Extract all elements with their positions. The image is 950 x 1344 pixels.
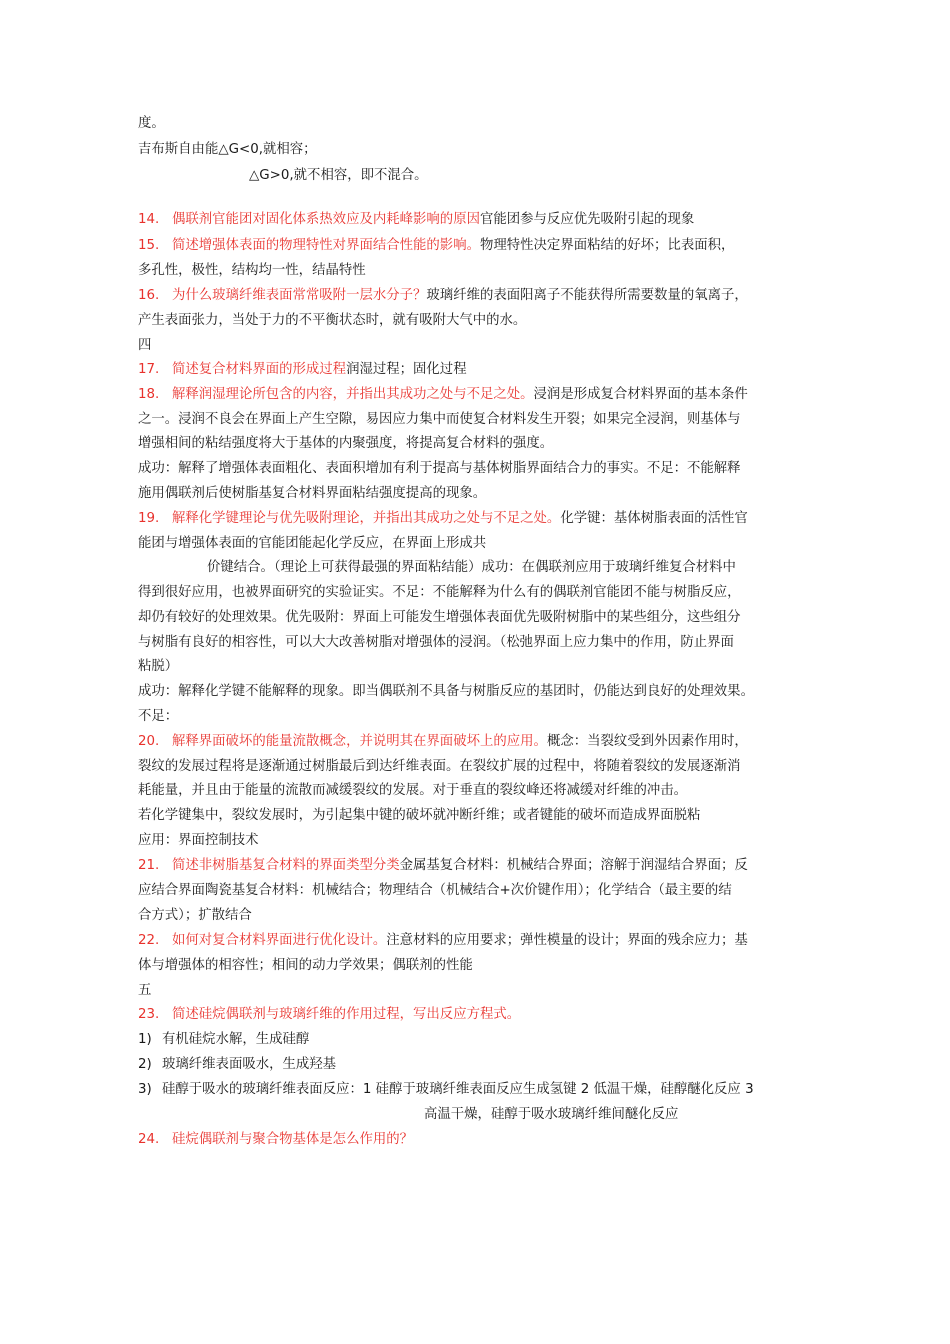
question-number: 21. (138, 858, 160, 873)
text-line: 与树脂有良好的相容性，可以大大改善树脂对增强体的浸润。（松弛界面上应力集中的作用，防止界面 (138, 635, 734, 650)
text-line: 多孔性，极性，结构均一性，结晶特性 (138, 263, 366, 278)
text-line: 施用偶联剂后使树脂基复合材料界面粘结强度提高的现象。 (138, 486, 487, 501)
question-text: 解释润湿理论所包含的内容，并指出其成功之处与不足之处。 (172, 387, 534, 402)
question-text: 硅烷偶联剂与聚合物基体是怎么作用的？ (172, 1132, 414, 1147)
text-line: 吉布斯自由能△G<0,就相容； (138, 142, 317, 157)
question-number: 14. (138, 212, 160, 227)
question-text: 解释化学键理论与优先吸附理论，并指出其成功之处与不足之处。 (172, 511, 561, 526)
text-line: 成功：解释了增强体表面粗化、表面积增加有利于提高与基体树脂界面结合力的事实。不足：不能解释 (138, 461, 741, 476)
question-number: 16. (138, 288, 160, 303)
list-number: 3) (138, 1082, 152, 1097)
list-number: 2) (138, 1057, 152, 1072)
question-text: 如何对复合材料界面进行优化设计。 (172, 933, 387, 948)
question-number: 24. (138, 1132, 160, 1147)
text-line: 之一。浸润不良会在界面上产生空隙，易因应力集中而使复合材料发生开裂；如果完全浸润，则基体与 (138, 412, 741, 427)
question-text: 简述非树脂基复合材料的界面类型分类 (172, 858, 400, 873)
text-line: △G>0,就不相容，即不混合。 (249, 168, 428, 183)
text-line: 不足： (138, 709, 179, 724)
text-line: 却仍有较好的处理效果。优先吸附：界面上可能发生增强体表面优先吸附树脂中的某些组分，这些组分 (138, 610, 741, 625)
list-item: 1) 有机硅烷水解，生成硅醇 (138, 1030, 309, 1050)
question-number: 17. (138, 362, 160, 377)
question-17 (138, 360, 467, 380)
question-text: 解释界面破坏的能量流散概念，并说明其在界面破坏上的应用。 (172, 734, 547, 749)
text-line: 高温干燥，硅醇于吸水玻璃纤维间醚化反应 (424, 1107, 679, 1122)
question-18 (138, 385, 748, 405)
section-heading: 四 (138, 338, 152, 353)
answer-text: 物理特性决定界面粘结的好坏；比表面积， (479, 238, 735, 253)
question-21 (138, 856, 748, 876)
text-line: 度。 (138, 116, 165, 131)
question-text: 简述增强体表面的物理特性对界面结合性能的影响。 (172, 238, 480, 253)
text-line: 得到很好应用，也被界面研究的实验证实。不足：不能解释为什么有的偶联剂官能团不能与树脂反应， (138, 585, 741, 600)
answer-text: 化学键：基体树脂表面的活性官 (560, 511, 748, 526)
question-number: 15. (138, 238, 160, 253)
section-heading: 五 (138, 983, 152, 998)
text-line: 能团与增强体表面的官能团能起化学反应，在界面上形成共 (138, 536, 487, 551)
question-15 (138, 236, 734, 256)
answer-text: 注意材料的应用要求；弹性模量的设计；界面的残余应力；基 (386, 933, 748, 948)
text-line: 成功：解释化学键不能解释的现象。即当偶联剂不具备与树脂反应的基团时，仍能达到良好的处理效果。 (138, 684, 754, 699)
question-24 (138, 1130, 413, 1150)
question-20 (138, 732, 748, 752)
text-line: 增强相间的粘结强度将大于基体的内聚强度，将提高复合材料的强度。 (138, 436, 554, 451)
question-text: 偶联剂官能团对固化体系热效应及内耗峰影响的原因 (172, 212, 480, 227)
text-line: 若化学键集中，裂纹发展时，为引起集中键的破坏就冲断纤维；或者键能的破坏而造成界面脱粘 (138, 808, 701, 823)
list-number: 1) (138, 1032, 152, 1047)
answer-text: 官能团参与反应优先吸附引起的现象 (479, 212, 695, 227)
text-line: 体与增强体的相容性；相间的动力学效果；偶联剂的性能 (138, 958, 473, 973)
list-item: 3) 硅醇于吸水的玻璃纤维表面反应：1 硅醇于玻璃纤维表面反应生成氢键 2 低温干燥，硅醇醚化反应 3 (138, 1080, 754, 1100)
question-number: 19. (138, 511, 160, 526)
answer-text: 金属基复合材料：机械结合界面；溶解于润湿结合界面；反 (399, 858, 748, 873)
question-number: 23. (138, 1007, 160, 1022)
question-14 (138, 210, 694, 230)
question-19 (138, 509, 748, 529)
question-text: 简述复合材料界面的形成过程 (172, 362, 347, 377)
list-item: 2) 玻璃纤维表面吸水，生成羟基 (138, 1055, 336, 1075)
answer-text: 浸润是形成复合材料界面的基本条件 (533, 387, 748, 402)
text-line: 产生表面张力，当处于力的不平衡状态时，就有吸附大气中的水。 (138, 313, 527, 328)
answer-text: 概念：当裂纹受到外因素作用时， (546, 734, 748, 749)
text-line: 合方式）；扩散结合 (138, 908, 252, 923)
answer-text: 玻璃纤维的表面阳离子不能获得所需要数量的氧离子， (426, 288, 748, 303)
question-number: 18. (138, 387, 160, 402)
question-22 (138, 931, 748, 951)
question-23 (138, 1005, 520, 1025)
question-number: 20. (138, 734, 160, 749)
answer-text: 润湿过程；固化过程 (346, 362, 467, 377)
text-line: 应结合界面陶瓷基复合材料：机械结合；物理结合（机械结合+次价键作用）；化学结合（最主要的结 (138, 883, 732, 898)
question-text: 简述硅烷偶联剂与玻璃纤维的作用过程，写出反应方程式。 (172, 1007, 521, 1022)
question-16 (138, 286, 748, 306)
question-number: 22. (138, 933, 160, 948)
text-line: 耗能量，并且由于能量的流散而减缓裂纹的发展。对于垂直的裂纹峰还将减缓对纤维的冲击。 (138, 783, 688, 798)
text-line: 裂纹的发展过程将是逐渐通过树脂最后到达纤维表面。在裂纹扩展的过程中，将随着裂纹的发展逐渐消 (138, 759, 741, 774)
question-text: 为什么玻璃纤维表面常常吸附一层水分子？ (172, 288, 427, 303)
text-line: 粘脱） (138, 659, 179, 674)
text-line: 应用：界面控制技术 (138, 833, 259, 848)
text-line: 价键结合。（理论上可获得最强的界面粘结能）成功：在偶联剂应用于玻璃纤维复合材料中 (207, 560, 736, 575)
